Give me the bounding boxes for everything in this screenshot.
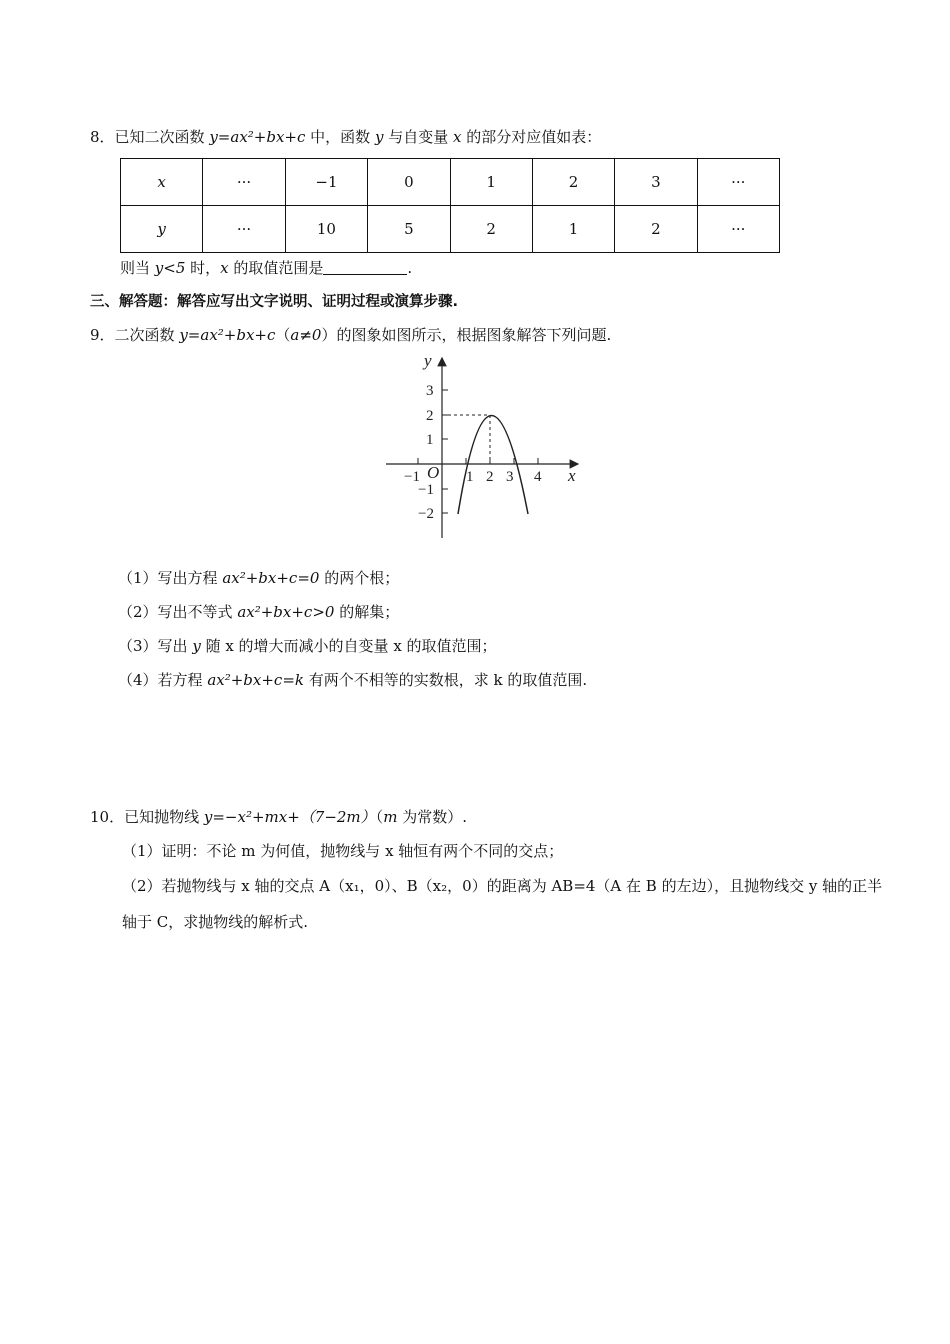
- table-cell: 1: [450, 159, 532, 206]
- x-axis-label: x: [568, 466, 576, 485]
- q10-stem: 10．已知抛物线 y=−x²+mx+（7−2m）（m 为常数）.: [90, 808, 467, 826]
- table-cell: ···: [697, 159, 779, 206]
- q9-number: 9．: [90, 326, 115, 344]
- q8-value-table: [120, 158, 780, 253]
- q10-part-2-cont: 轴于 C，求抛物线的解析式.: [122, 913, 309, 931]
- table-cell: 0: [368, 159, 450, 206]
- q9-part-1: （1）写出方程 ax²+bx+c=0 的两个根；: [118, 569, 400, 587]
- y-tick-label: 3: [426, 383, 434, 399]
- table-cell: 2: [532, 159, 614, 206]
- q9-part-2: （2）写出不等式 ax²+bx+c>0 的解集；: [118, 603, 400, 621]
- q9-stem: 9．二次函数 y=ax²+bx+c（a≠0）的图象如图所示，根据图象解答下列问题.: [90, 326, 612, 344]
- q9-part-4: （4）若方程 ax²+bx+c=k 有两个不相等的实数根，求 k 的取值范围.: [118, 671, 588, 689]
- q10-part-2: （2）若抛物线与 x 轴的交点 A（x₁，0）、B（x₂，0）的距离为 AB=4（A 在 B 的左边），且抛物线交 y 轴的正半: [122, 877, 883, 895]
- y-tick-label: 1: [426, 432, 434, 448]
- table-cell: ···: [203, 206, 285, 253]
- q9-parabola-graph: [382, 350, 592, 545]
- y-tick-label: −1: [418, 482, 434, 498]
- q10-number: 10．: [90, 808, 125, 826]
- table-cell: 3: [615, 159, 697, 206]
- table-cell: 1: [532, 206, 614, 253]
- q10-function: y=−x²+mx+（7−2m）: [203, 808, 376, 826]
- parabola-curve: [458, 416, 528, 515]
- q8-stem: 8．已知二次函数 y=ax²+bx+c 中，函数 y 与自变量 x 的部分对应值如表：: [90, 128, 602, 146]
- q10-part-1: （1）证明：不论 m 为何值，抛物线与 x 轴恒有两个不同的交点；: [122, 842, 564, 860]
- table-cell: 2: [615, 206, 697, 253]
- x-tick-label: −1: [404, 469, 420, 485]
- table-cell: 2: [450, 206, 532, 253]
- q8-function: y=ax²+bx+c: [209, 128, 306, 146]
- section-heading: 三、解答题：解答应写出文字说明、证明过程或演算步骤.: [90, 294, 459, 310]
- table-row-y: [121, 206, 780, 253]
- table-cell: −1: [285, 159, 367, 206]
- x-tick-label: 1: [466, 469, 474, 485]
- table-row-x: [121, 159, 780, 206]
- y-axis-label: y: [424, 351, 432, 370]
- x-tick-label: 2: [486, 469, 494, 485]
- answer-blank[interactable]: [323, 260, 407, 275]
- x-tick-label: 3: [506, 469, 514, 485]
- q8-number: 8．: [90, 128, 115, 146]
- y-tick-label: 2: [426, 408, 434, 424]
- y-tick-label: −2: [418, 506, 434, 522]
- table-header-x: x: [121, 159, 203, 206]
- q9-function: y=ax²+bx+c: [179, 326, 276, 344]
- table-cell: 10: [285, 206, 367, 253]
- origin-label: O: [427, 463, 440, 482]
- table-cell: 5: [368, 206, 450, 253]
- q9-part-3: （3）写出 y 随 x 的增大而减小的自变量 x 的取值范围；: [118, 637, 497, 655]
- table-header-y: y: [121, 206, 203, 253]
- x-tick-label: 4: [534, 469, 542, 485]
- q8-answer-line: 则当 y<5 时，x 的取值范围是 .: [120, 259, 413, 277]
- table-cell: ···: [697, 206, 779, 253]
- table-cell: ···: [203, 159, 285, 206]
